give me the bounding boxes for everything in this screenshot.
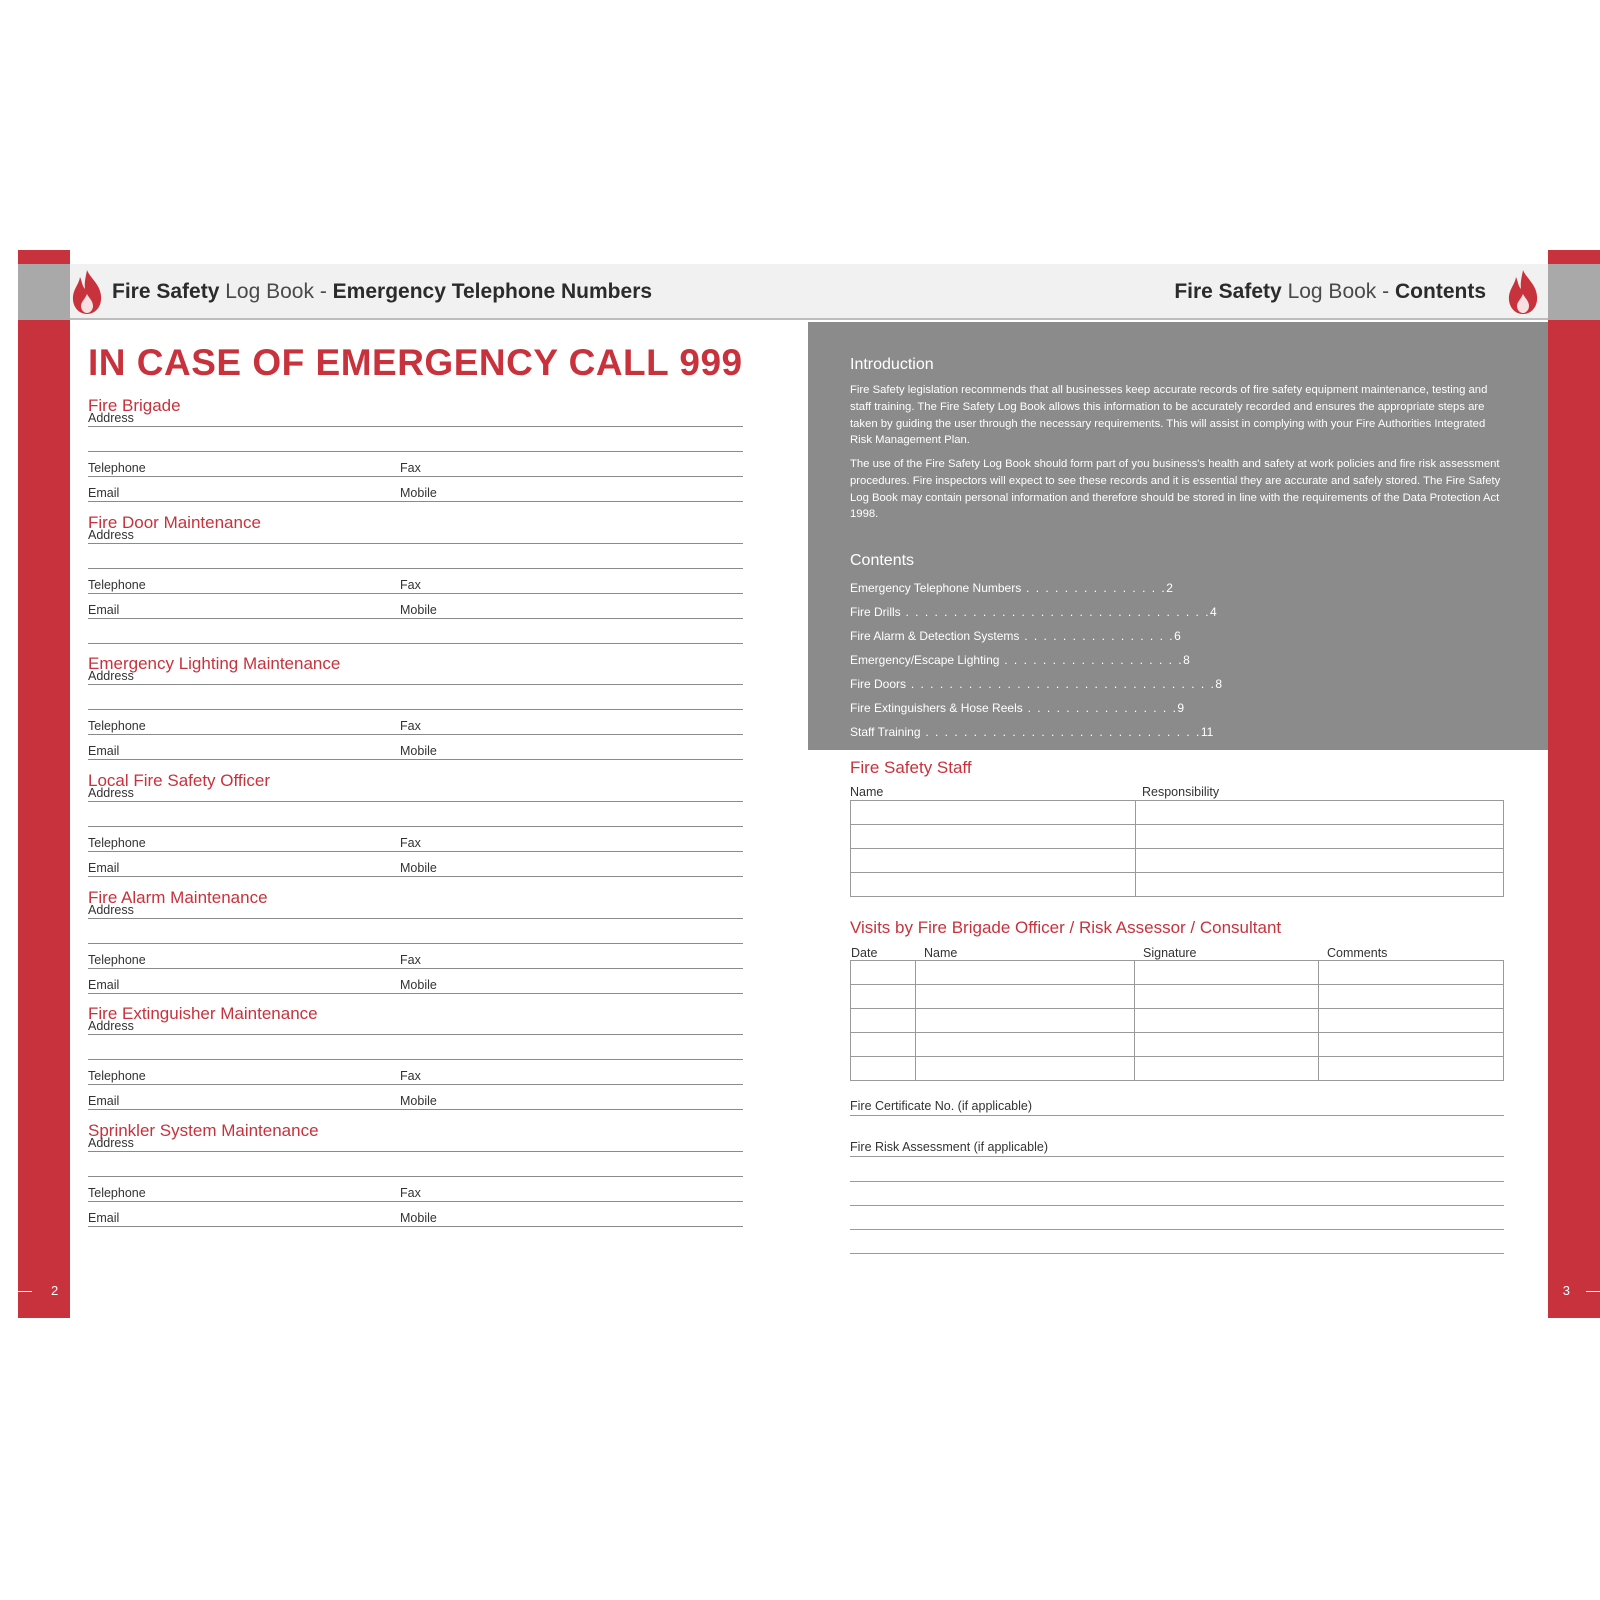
contact-section <box>88 888 743 994</box>
table-row <box>851 873 1504 897</box>
fire-risk-assessment-field[interactable] <box>850 1134 1504 1157</box>
address-label: Address <box>88 1019 134 1033</box>
address-label: Address <box>88 903 134 917</box>
mobile-label: Mobile <box>400 1094 437 1108</box>
address-label: Address <box>88 528 134 542</box>
toc-entry[interactable] <box>850 696 1184 720</box>
address-field[interactable] <box>88 669 743 685</box>
address-field[interactable] <box>88 411 743 427</box>
toc-entry-label: Emergency Telephone Numbers <box>850 581 1022 595</box>
staff-responsibility-cell[interactable] <box>1136 849 1504 873</box>
telephone-label: Telephone <box>88 578 146 592</box>
email-mobile-row <box>88 1085 743 1110</box>
introduction-paragraph-2: The use of the Fire Safety Log Book should form part of you business's health and safety at work policies and fire risk assessment procedures. Fire inspectors will expect to see these records and it is essential they are accurate and safely stored. The Fire Safety Log Book may contain personal information and therefore should be stored in line with the requirements of the Data Protection Act 1998. <box>850 458 1501 521</box>
telephone-label: Telephone <box>88 1069 146 1083</box>
staff-col-name: Name <box>850 785 884 799</box>
toc-leader-dots: . . . . . . . . . . . . . . . <box>1021 581 1167 595</box>
visit-comments-cell[interactable] <box>1319 961 1504 985</box>
toc-entry-page: 2 <box>1166 581 1173 595</box>
visit-signature-cell[interactable] <box>1135 1009 1319 1033</box>
risk-assessment-line[interactable] <box>850 1231 1504 1254</box>
mobile-label: Mobile <box>400 1211 437 1225</box>
table-row <box>851 1009 1504 1033</box>
fax-label: Fax <box>400 953 421 967</box>
email-label: Email <box>88 486 120 500</box>
risk-assessment-line[interactable] <box>850 1159 1504 1182</box>
contact-section <box>88 513 743 644</box>
toc-entry-label: Fire Doors <box>850 677 907 691</box>
left-red-margin <box>18 250 70 1318</box>
contact-section-title: Emergency Lighting Maintenance <box>88 654 341 673</box>
visit-signature-cell[interactable] <box>1135 1057 1319 1081</box>
fire-certificate-field[interactable] <box>850 1093 1504 1116</box>
contact-section <box>88 1121 743 1227</box>
visit-name-cell[interactable] <box>916 1033 1135 1057</box>
toc-entry-label: Fire Drills <box>850 605 901 619</box>
visit-signature-cell[interactable] <box>1135 985 1319 1009</box>
address-line-2[interactable] <box>88 427 743 452</box>
page-number: 2 <box>51 1283 59 1298</box>
contents-heading: Contents <box>850 552 915 569</box>
visit-comments-cell[interactable] <box>1319 985 1504 1009</box>
fire-safety-staff-table <box>850 800 1504 897</box>
toc-leader-dots: . . . . . . . . . . . . . . . . . . . . . . . . . . . . . <box>920 725 1201 739</box>
email-mobile-row <box>88 594 743 619</box>
toc-entry-label: Fire Extinguishers & Hose Reels <box>850 701 1023 715</box>
staff-responsibility-cell[interactable] <box>1136 873 1504 897</box>
toc-leader-dots: . . . . . . . . . . . . . . . . . . . <box>999 653 1184 667</box>
staff-responsibility-cell[interactable] <box>1136 825 1504 849</box>
toc-entry-page: 11 <box>1200 725 1214 739</box>
right-header-tab <box>1548 264 1600 320</box>
table-row <box>851 801 1504 825</box>
mobile-label: Mobile <box>400 978 437 992</box>
email-label: Email <box>88 744 120 758</box>
table-row <box>851 985 1504 1009</box>
emergency-call-heading: IN CASE OF EMERGENCY CALL 999 <box>88 342 743 383</box>
left-header-tab <box>18 264 70 320</box>
address-line-2[interactable] <box>88 685 743 710</box>
visits-title: Visits by Fire Brigade Officer / Risk Assessor / Consultant <box>850 918 1282 937</box>
address-line-2[interactable] <box>88 919 743 944</box>
fax-label: Fax <box>400 719 421 733</box>
visit-signature-cell[interactable] <box>1135 961 1319 985</box>
fax-label: Fax <box>400 461 421 475</box>
toc-leader-dots: . . . . . . . . . . . . . . . . <box>1022 701 1178 715</box>
left-page <box>18 250 808 1318</box>
staff-name-cell[interactable] <box>851 873 1136 897</box>
telephone-label: Telephone <box>88 953 146 967</box>
contact-section-title: Sprinkler System Maintenance <box>88 1121 319 1140</box>
visit-name-cell[interactable] <box>916 985 1135 1009</box>
address-field[interactable] <box>88 528 743 544</box>
introduction-paragraph-1: Fire Safety legislation recommends that all businesses keep accurate records of fire safety equipment maintenance, testing and staff training. The Fire Safety Log Book allows this information to be accurately recorded and ensures the appropriate steps are taken by guiding the user through the necessary requirements. This will assist in complying with your Fire Authorities Integrated Risk Management Plan. <box>850 384 1488 447</box>
page-number: 3 <box>1562 1283 1570 1298</box>
contact-section <box>88 1004 743 1110</box>
flame-icon <box>70 268 104 316</box>
telephone-fax-row <box>88 1177 743 1202</box>
email-label: Email <box>88 1094 120 1108</box>
extra-line[interactable] <box>88 619 743 644</box>
page-number-tick <box>1586 1291 1600 1292</box>
contact-section-title: Local Fire Safety Officer <box>88 771 271 790</box>
intro-contents-panel <box>808 322 1548 750</box>
staff-responsibility-cell[interactable] <box>1136 801 1504 825</box>
toc-leader-dots: . . . . . . . . . . . . . . . . <box>1019 629 1175 643</box>
fax-label: Fax <box>400 1069 421 1083</box>
address-label: Address <box>88 669 134 683</box>
introduction-heading: Introduction <box>850 356 934 373</box>
visits-table <box>850 960 1504 1081</box>
visits-col-signature: Signature <box>1143 946 1197 960</box>
telephone-fax-row <box>88 710 743 735</box>
mobile-label: Mobile <box>400 861 437 875</box>
email-mobile-row <box>88 852 743 877</box>
address-label: Address <box>88 1136 134 1150</box>
telephone-fax-row <box>88 944 743 969</box>
telephone-fax-row <box>88 569 743 594</box>
table-row <box>851 849 1504 873</box>
visit-name-cell[interactable] <box>916 961 1135 985</box>
visit-comments-cell[interactable] <box>1319 1009 1504 1033</box>
flame-icon <box>1506 268 1540 316</box>
contact-section-title: Fire Door Maintenance <box>88 513 261 532</box>
table-row <box>851 825 1504 849</box>
contact-section-title: Fire Alarm Maintenance <box>88 888 268 907</box>
visit-comments-cell[interactable] <box>1319 1033 1504 1057</box>
toc-entry-label: Fire Alarm & Detection Systems <box>850 629 1020 643</box>
address-line-2[interactable] <box>88 544 743 569</box>
visit-date-cell[interactable] <box>851 1033 916 1057</box>
toc-entry-page: 4 <box>1210 605 1217 619</box>
contact-section-title: Fire Brigade <box>88 396 181 415</box>
toc-entry[interactable] <box>850 672 1222 696</box>
toc-entry-page: 6 <box>1174 629 1181 643</box>
mobile-label: Mobile <box>400 486 437 500</box>
toc-entry-page: 8 <box>1215 677 1223 691</box>
email-label: Email <box>88 978 120 992</box>
page-number-tick <box>18 1291 32 1292</box>
address-line-2[interactable] <box>88 1035 743 1060</box>
telephone-label: Telephone <box>88 719 146 733</box>
visit-comments-cell[interactable] <box>1319 1057 1504 1081</box>
fire-risk-assessment-label: Fire Risk Assessment (if applicable) <box>850 1140 1048 1154</box>
toc-entry[interactable] <box>850 720 1213 744</box>
table-row <box>851 961 1504 985</box>
email-mobile-row <box>88 477 743 502</box>
visit-date-cell[interactable] <box>851 985 916 1009</box>
right-header-title: Fire Safety Log Book - Contents <box>1174 280 1486 303</box>
visit-name-cell[interactable] <box>916 1009 1135 1033</box>
fax-label: Fax <box>400 1186 421 1200</box>
toc-entry[interactable] <box>850 600 1217 624</box>
contact-section <box>88 396 743 502</box>
toc-leader-dots: . . . . . . . . . . . . . . . . . . . . . . . . . . . . . . . . <box>900 605 1211 619</box>
address-line-2[interactable] <box>88 1152 743 1177</box>
email-mobile-row <box>88 735 743 760</box>
address-field[interactable] <box>88 903 743 919</box>
visits-col-date: Date <box>851 946 878 960</box>
email-label: Email <box>88 861 120 875</box>
contact-section <box>88 771 743 877</box>
telephone-fax-row <box>88 1060 743 1085</box>
mobile-label: Mobile <box>400 744 437 758</box>
contact-section-title: Fire Extinguisher Maintenance <box>88 1004 318 1023</box>
fire-certificate-label: Fire Certificate No. (if applicable) <box>850 1099 1033 1113</box>
telephone-label: Telephone <box>88 1186 146 1200</box>
toc-entry-page: 8 <box>1183 653 1190 667</box>
telephone-label: Telephone <box>88 836 146 850</box>
address-line-2[interactable] <box>88 802 743 827</box>
telephone-label: Telephone <box>88 461 146 475</box>
contact-section <box>88 654 743 760</box>
email-mobile-row <box>88 1202 743 1227</box>
toc-entry-label: Emergency/Escape Lighting <box>850 653 1000 667</box>
visit-date-cell[interactable] <box>851 1057 916 1081</box>
staff-name-cell[interactable] <box>851 849 1136 873</box>
email-label: Email <box>88 1211 120 1225</box>
visit-date-cell[interactable] <box>851 1009 916 1033</box>
staff-col-responsibility: Responsibility <box>1142 785 1220 799</box>
right-page <box>808 250 1600 1318</box>
staff-name-cell[interactable] <box>851 801 1136 825</box>
toc-entry[interactable] <box>850 576 1173 600</box>
table-row <box>851 1033 1504 1057</box>
toc-leader-dots: . . . . . . . . . . . . . . . . . . . . . . . . . . . . . . . . <box>906 677 1216 691</box>
address-label: Address <box>88 786 134 800</box>
visit-signature-cell[interactable] <box>1135 1033 1319 1057</box>
telephone-fax-row <box>88 827 743 852</box>
visit-date-cell[interactable] <box>851 961 916 985</box>
visits-col-comments: Comments <box>1327 946 1388 960</box>
risk-assessment-line[interactable] <box>850 1207 1504 1230</box>
fax-label: Fax <box>400 836 421 850</box>
email-label: Email <box>88 603 120 617</box>
right-red-margin <box>1548 250 1600 1318</box>
address-field[interactable] <box>88 786 743 802</box>
staff-name-cell[interactable] <box>851 825 1136 849</box>
toc-entry[interactable] <box>850 648 1190 672</box>
toc-entry-label: Staff Training <box>850 725 921 739</box>
address-field[interactable] <box>88 1136 743 1152</box>
telephone-fax-row <box>88 452 743 477</box>
toc-entry[interactable] <box>850 624 1181 648</box>
mobile-label: Mobile <box>400 603 437 617</box>
left-header-title: Fire Safety Log Book - Emergency Telephone Numbers <box>112 280 653 303</box>
risk-assessment-line[interactable] <box>850 1183 1504 1206</box>
visits-col-name: Name <box>924 946 958 960</box>
visit-name-cell[interactable] <box>916 1057 1135 1081</box>
email-mobile-row <box>88 969 743 994</box>
toc-entry-page: 9 <box>1177 701 1185 715</box>
address-label: Address <box>88 411 134 425</box>
address-field[interactable] <box>88 1019 743 1035</box>
fire-safety-staff-title: Fire Safety Staff <box>850 758 972 777</box>
table-row <box>851 1057 1504 1081</box>
fax-label: Fax <box>400 578 421 592</box>
